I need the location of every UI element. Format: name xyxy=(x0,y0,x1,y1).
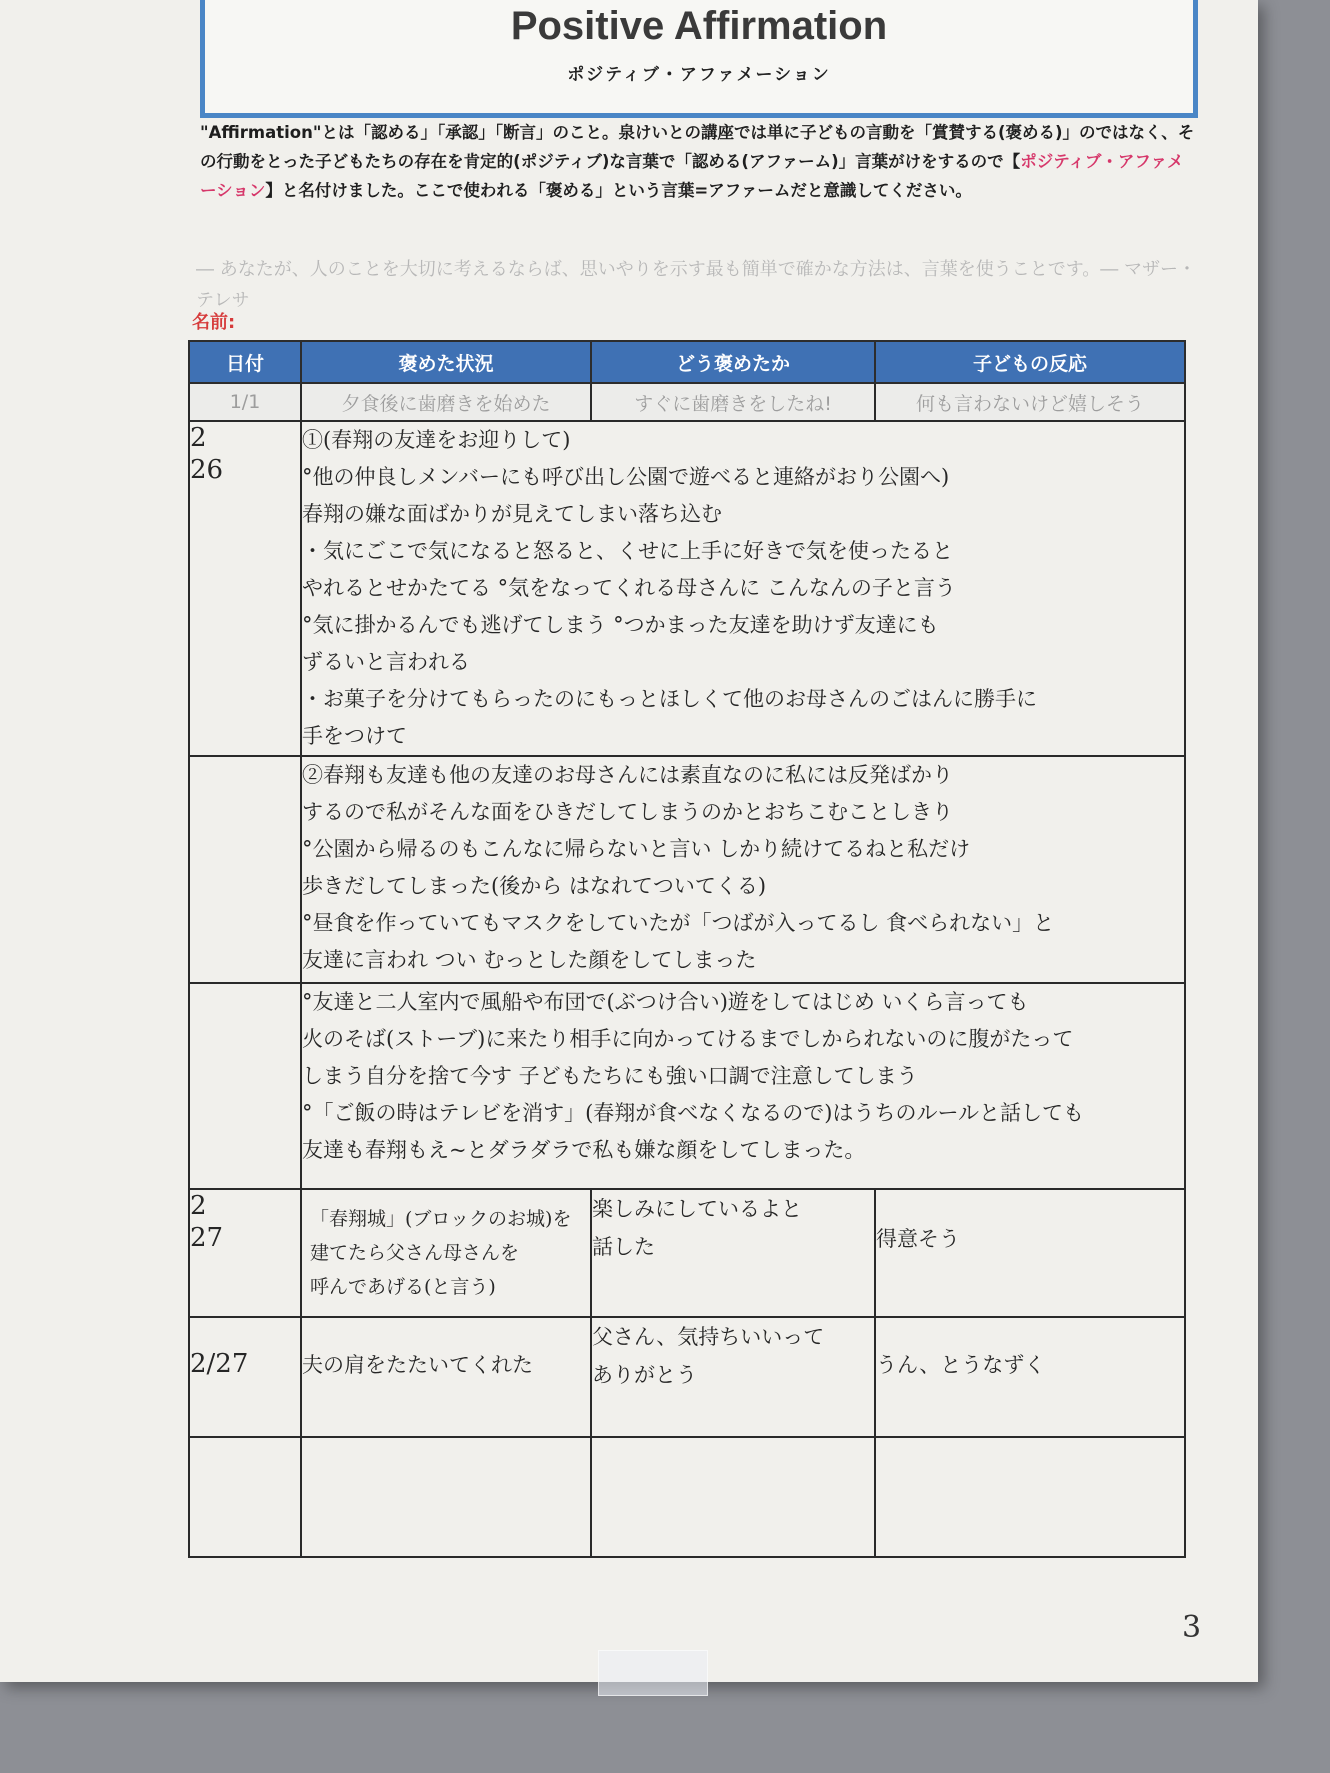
header-situation: 褒めた状況 xyxy=(301,341,591,383)
empty-cell xyxy=(591,1437,875,1557)
header-reaction: 子どもの反応 xyxy=(875,341,1185,383)
entry-reaction: うん、とうなずく xyxy=(875,1317,1185,1437)
table-row xyxy=(189,983,1185,1189)
title-box xyxy=(200,0,1198,118)
entry-date: 2 26 xyxy=(189,421,301,756)
table-row xyxy=(189,421,1185,756)
entry-date: 2 27 xyxy=(189,1189,301,1317)
example-how: すぐに歯磨きをしたね! xyxy=(591,383,875,421)
entry-date-empty xyxy=(189,756,301,982)
affirmation-log-table xyxy=(188,340,1186,1558)
handwritten-note: °友達と二人室内で風船や布団で(ぶつけ合い)遊をしてはじめ いくら言っても 火のそば(ストーブ)に来たり相手に向かってけるまでしかられないのに腹がたって しまう自分を捨て今す 子どもたちにも強い口調で注意してしまう °「ご飯の時はテレビを消す」(春翔が食べなくなるので)はうちのルールと話しても 友達も春翔もえ~とダラダラで私も嫌な顔をしてしまった。 xyxy=(301,983,1185,1189)
page-title: Positive Affirmation xyxy=(510,4,888,48)
handwritten-note: ②春翔も友達も他の友達のお母さんには素直なのに私には反発ばかり するので私がそんな面をひきだしてしまうのかとおちこむことしきり °公園から帰るのもこんなに帰らないと言い しかり続けてるねと私だけ 歩きだしてしまった(後から はなれてついてくる) °昼食を作っていてもマスクをしていたが「つばが入ってるし 食べられない」と 友達に言われ つい むっとした顔をしてしまった xyxy=(301,756,1185,982)
example-reaction: 何も言わないけど嬉しそう xyxy=(875,383,1185,421)
entry-how: 楽しみにしているよと 話した xyxy=(591,1189,875,1317)
empty-cell xyxy=(301,1437,591,1557)
example-row xyxy=(189,383,1185,421)
table-header-row xyxy=(189,341,1185,383)
table-row xyxy=(189,1317,1185,1437)
empty-cell xyxy=(189,1437,301,1557)
entry-how: 父さん、気持ちいいって ありがとう xyxy=(591,1317,875,1437)
example-date: 1/1 xyxy=(189,383,301,421)
empty-cell xyxy=(875,1437,1185,1557)
entry-situation: 「春翔城」(ブロックのお城)を 建てたら父さん母さんを 呼んであげる(と言う) xyxy=(301,1189,591,1317)
header-date: 日付 xyxy=(189,341,301,383)
intro-text-1: "Affirmation"とは「認める」「承認」「断言」のこと。泉けいとの講座では単に子どもの言動を「賞賛する(褒める)」のではなく、その行動をとった子どもたちの存在を肯定的(ポジティブ)な言葉で「認める(アファーム)」言葉がけをするので【 xyxy=(200,123,1195,171)
table-row-empty xyxy=(189,1437,1185,1557)
intro-text-2: 】と名付けました。ここで使われる「褒める」という言葉=アファームだと意識してください。 xyxy=(265,181,972,200)
intro-highlight: ポジティブ・アファメーション xyxy=(200,152,1184,200)
header-how: どう褒めたか xyxy=(591,341,875,383)
example-situation: 夕食後に歯磨きを始めた xyxy=(301,383,591,421)
entry-situation: 夫の肩をたたいてくれた xyxy=(301,1317,591,1437)
tape-strip xyxy=(598,1650,708,1696)
table-row xyxy=(189,756,1185,982)
handwritten-note: ①(春翔の友達をお迎りして) °他の仲良しメンバーにも呼び出し公園で遊べると連絡がおり公園へ) 春翔の嫌な面ばかりが見えてしまい落ち込む ・気にごこで気になると怒ると、くせに上手に好きで気を使ったると やれるとせかたてる °気をなってくれる母さんに こんなんの子と言う °気に掛かるんでも逃げてしまう °つかまった友達を助けず友達にも ずるいと言われる ・お菓子を分けてもらったのにもっとほしくて他のお母さんのごはんに勝手に 手をつけて xyxy=(301,421,1185,756)
entry-date: 2/27 xyxy=(189,1317,301,1437)
entry-date-empty xyxy=(189,983,301,1189)
table-row xyxy=(189,1189,1185,1317)
page-number: 3 xyxy=(1182,1610,1202,1645)
intro-paragraph xyxy=(200,118,1198,205)
quote-text: ― あなたが、人のことを大切に考えるならば、思いやりを示す最も簡単で確かな方法は、言葉を使うことです。― マザー・テレサ xyxy=(196,259,1196,311)
page-subtitle: ポジティブ・アファメーション xyxy=(567,65,831,85)
name-label: 名前: xyxy=(192,312,236,333)
entry-reaction: 得意そう xyxy=(875,1189,1185,1317)
